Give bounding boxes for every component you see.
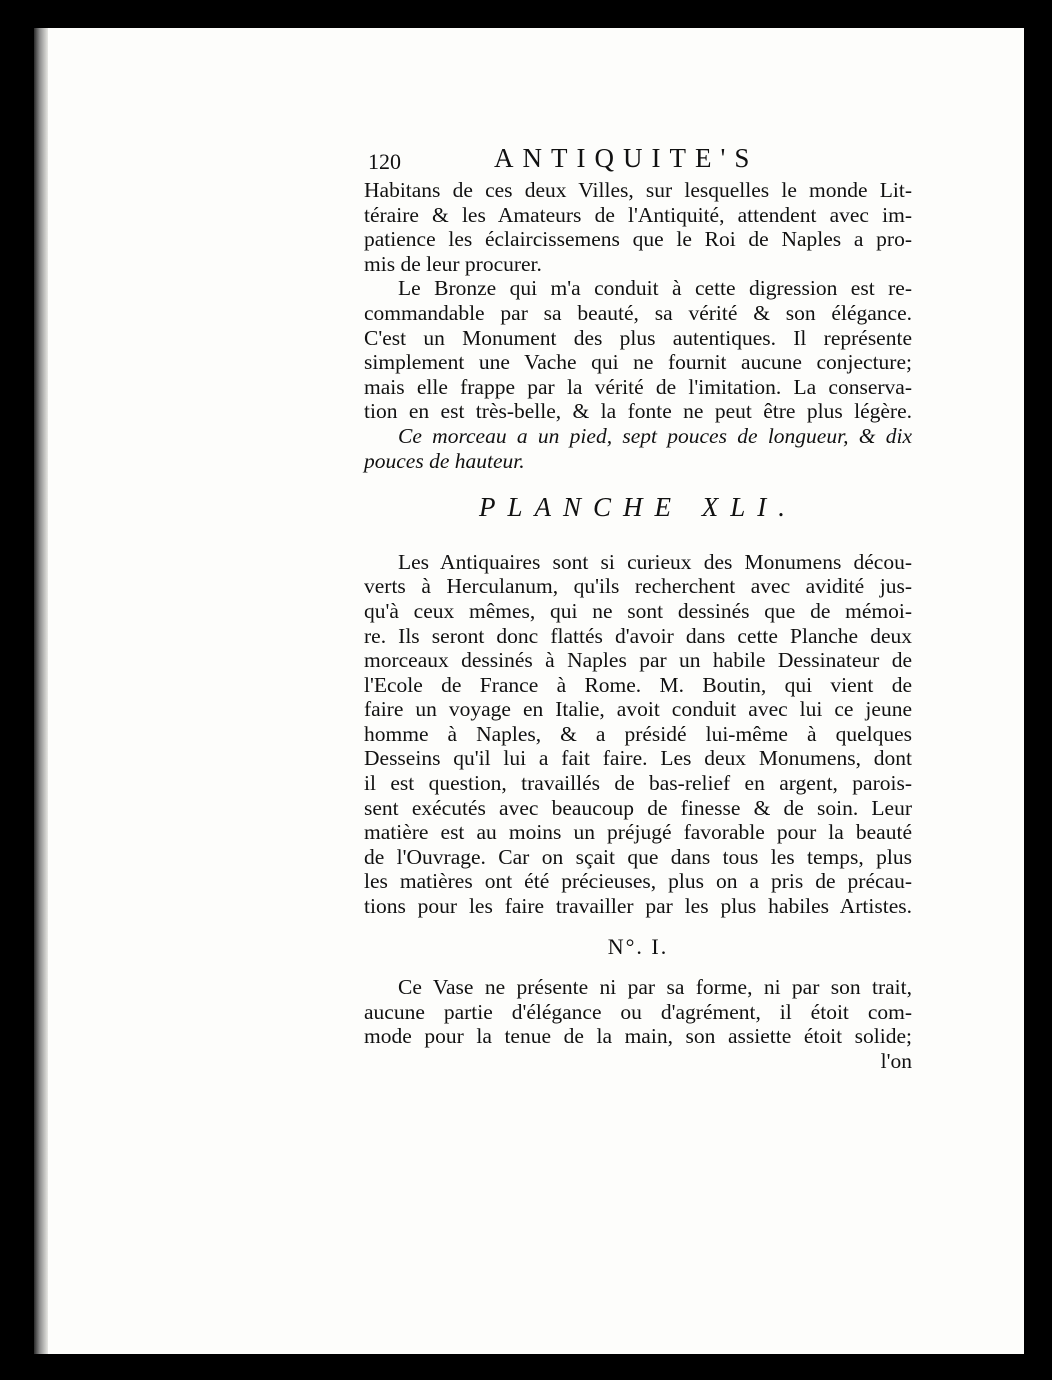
page-gutter-shadow	[34, 28, 48, 1354]
paragraph-1	[364, 178, 912, 276]
text-line: matière est au moins un préjugé favorable pour la beauté	[364, 820, 912, 845]
text-line: l'Ecole de France à Rome. M. Boutin, qui vient de	[364, 672, 912, 697]
book-page	[34, 28, 1024, 1354]
text-line: Les Antiquaires sont si curieux des Monumens décou-	[398, 549, 912, 574]
paragraph-3-dimensions	[364, 424, 912, 473]
text-line: aucune partie d'élégance ou d'agrément, il étoit com-	[364, 999, 912, 1024]
text-line: faire un voyage en Italie, avoit conduit avec lui ce jeune	[364, 697, 912, 722]
text-line: Habitans de ces deux Villes, sur lesquelles le monde Lit-	[364, 178, 912, 202]
text-line: qu'à ceux mêmes, qui ne sont dessinés que de mémoi-	[364, 598, 912, 623]
text-line: de l'Ouvrage. Car on sçait que dans tous les temps, plus	[364, 844, 912, 869]
text-line: Le Bronze qui m'a conduit à cette digression est re-	[398, 276, 912, 301]
plate-title: PLANCHE XLI.	[478, 492, 797, 523]
text-block	[364, 143, 912, 1074]
section-number-heading: N°. I.	[607, 933, 669, 959]
text-line: simplement une Vache qui ne fournit aucune conjecture;	[364, 350, 912, 375]
text-line: téraire & les Amateurs de l'Antiquité, attendent avec im-	[364, 202, 912, 227]
text-line: tions pour les faire travailler par les plus habiles Artistes.	[364, 894, 912, 919]
paragraph-2	[364, 276, 912, 424]
text-line: Ce morceau a un pied, sept pouces de longueur, & dix	[398, 423, 912, 448]
text-line: patience les éclaircissemens que le Roi de Naples a pro-	[364, 227, 912, 252]
paragraph-5	[364, 975, 912, 1049]
text-line: les matières ont été précieuses, plus on a pris de précau-	[364, 869, 912, 894]
text-line: verts à Herculanum, qu'ils recherchent avec avidité jus-	[364, 574, 912, 599]
text-line: mode pour la tenue de la main, son assiette étoit solide;	[364, 1024, 912, 1049]
text-line: commandable par sa beauté, sa vérité & son élégance.	[364, 300, 912, 325]
text-line: tion en est très-belle, & la fonte ne peut être plus légère.	[364, 399, 912, 424]
paragraph-4	[364, 550, 912, 919]
text-line: C'est un Monument des plus autentiques. Il représente	[364, 325, 912, 350]
text-line: morceaux dessinés à Naples par un habile Dessinateur de	[364, 648, 912, 673]
page-header	[364, 143, 912, 176]
text-line: Desseins qu'il lui a fait faire. Les deux Monumens, dont	[364, 746, 912, 771]
text-line: homme à Naples, & a présidé lui-même à quelques	[364, 721, 912, 746]
text-line: Ce Vase ne présente ni par sa forme, ni par son trait,	[398, 975, 912, 1000]
text-line: mais elle frappe par la vérité de l'imitation. La conserva-	[364, 374, 912, 399]
text-line: il est question, travaillés de bas-relief en argent, parois-	[364, 771, 912, 796]
text-line: re. Ils seront donc flattés d'avoir dans cette Planche deux	[364, 623, 912, 648]
text-line: pouces de hauteur.	[364, 448, 525, 473]
catchword: l'on	[880, 1049, 912, 1073]
page-number: 120	[368, 149, 401, 174]
text-line: mis de leur procurer.	[364, 251, 542, 276]
running-head: ANTIQUITE'S	[494, 143, 759, 173]
text-line: sent exécutés avec beaucoup de finesse & de soin. Leur	[364, 795, 912, 820]
